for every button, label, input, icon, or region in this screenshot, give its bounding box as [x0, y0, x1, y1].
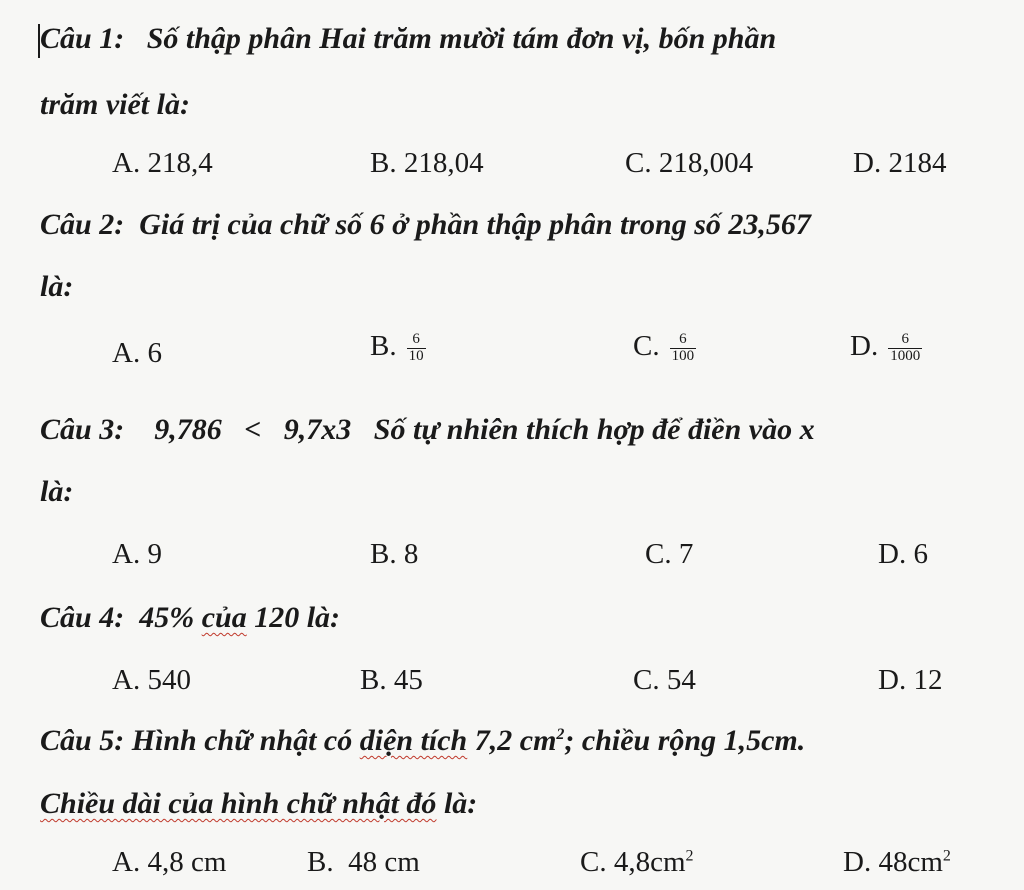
- question-2-text: Giá trị của chữ số 6 ở phần thập phân trong số 23,567: [139, 208, 811, 241]
- q1-option-d[interactable]: D. 2184: [853, 147, 947, 179]
- q2-option-a[interactable]: [112, 337, 162, 370]
- q2-option-c-fraction: [670, 332, 697, 365]
- q5-option-b[interactable]: [307, 846, 420, 879]
- fraction-numerator: 6: [670, 332, 697, 349]
- question-2-line-2: là:: [40, 270, 74, 303]
- question-4-text-c: 120 là:: [254, 601, 341, 634]
- question-5-line-2: [40, 787, 477, 821]
- question-5-text-d: ; chiều rộng 1,5cm.: [564, 724, 806, 757]
- q3-option-d[interactable]: D. 6: [878, 538, 928, 570]
- fraction-numerator: 6: [888, 332, 922, 349]
- q2-option-c[interactable]: [633, 330, 696, 365]
- q5-option-d[interactable]: [843, 846, 951, 879]
- q5-option-a[interactable]: [112, 846, 226, 879]
- question-4-text-a: 45%: [139, 601, 195, 634]
- question-5-line2-text: Chiều dài của hình chữ nhật đó: [40, 787, 437, 820]
- q2-option-b-fraction: [407, 332, 426, 365]
- question-5-text-b: diện tích: [359, 724, 468, 757]
- q2-option-b[interactable]: [370, 330, 426, 365]
- question-3-expr-left: 9,786: [154, 413, 222, 446]
- q1-option-b[interactable]: B. 218,04: [370, 147, 484, 179]
- q5-option-b-text: B. 48 cm: [307, 846, 420, 878]
- question-5-label: Câu 5:: [40, 724, 125, 757]
- fraction-denominator: 1000: [890, 347, 921, 364]
- q3-option-b[interactable]: B. 8: [370, 538, 419, 570]
- q4-option-b[interactable]: B. 45: [360, 664, 423, 696]
- q1-option-a[interactable]: A. 218,4: [112, 147, 213, 179]
- question-2-line-1: [40, 208, 811, 242]
- question-2-label: Câu 2:: [40, 208, 125, 241]
- fraction-numerator: 6: [407, 332, 426, 349]
- fraction-denominator: 100: [671, 347, 695, 364]
- question-3-line-2: là:: [40, 475, 74, 508]
- q1-option-c[interactable]: C. 218,004: [625, 147, 754, 179]
- q2-option-d-prefix: D.: [850, 330, 879, 362]
- q4-option-a[interactable]: A. 540: [112, 664, 191, 696]
- question-3-line-1: [40, 413, 815, 447]
- question-4-label: Câu 4:: [40, 601, 125, 634]
- question-5-line2-end: là:: [443, 787, 478, 820]
- q3-option-a[interactable]: A. 9: [112, 538, 162, 570]
- question-4-line-1: [40, 601, 340, 635]
- question-3-expr-op: <: [244, 413, 262, 446]
- question-1-line-1: [40, 22, 776, 56]
- q5-option-d-text: D. 48cm: [843, 846, 943, 878]
- q2-option-b-prefix: B.: [370, 330, 397, 362]
- q2-option-d[interactable]: [850, 330, 922, 365]
- q2-option-c-prefix: C.: [633, 330, 660, 362]
- question-1-line-2: trăm viết là:: [40, 88, 190, 121]
- question-3-text: Số tự nhiên thích hợp để điền vào x: [373, 413, 815, 446]
- q3-option-c[interactable]: C. 7: [645, 538, 694, 570]
- q2-option-a-text: A. 6: [112, 337, 162, 369]
- question-5-text-a: Hình chữ nhật có: [131, 724, 353, 757]
- q5-option-d-superscript: 2: [942, 847, 951, 865]
- question-3-expr-right: 9,7x3: [283, 413, 352, 446]
- q2-option-d-fraction: [888, 332, 922, 365]
- question-5-line-1: [40, 724, 805, 758]
- question-5-text-c: 7,2 cm: [474, 724, 557, 757]
- q5-option-c[interactable]: [580, 846, 694, 879]
- question-1-text: Số thập phân Hai trăm mười tám đơn vị, bốn phần: [146, 22, 777, 55]
- question-3-label: Câu 3:: [40, 413, 125, 446]
- q5-option-a-text: A. 4,8 cm: [112, 846, 227, 878]
- question-4-text-b: của: [201, 601, 247, 634]
- q5-option-c-text: C. 4,8cm: [580, 846, 686, 878]
- q4-option-d[interactable]: D. 12: [878, 664, 943, 696]
- q4-option-c[interactable]: C. 54: [633, 664, 696, 696]
- fraction-denominator: 10: [408, 347, 424, 364]
- question-1-label: Câu 1:: [40, 22, 125, 55]
- question-5-superscript: 2: [556, 726, 565, 743]
- q5-option-c-superscript: 2: [685, 847, 694, 865]
